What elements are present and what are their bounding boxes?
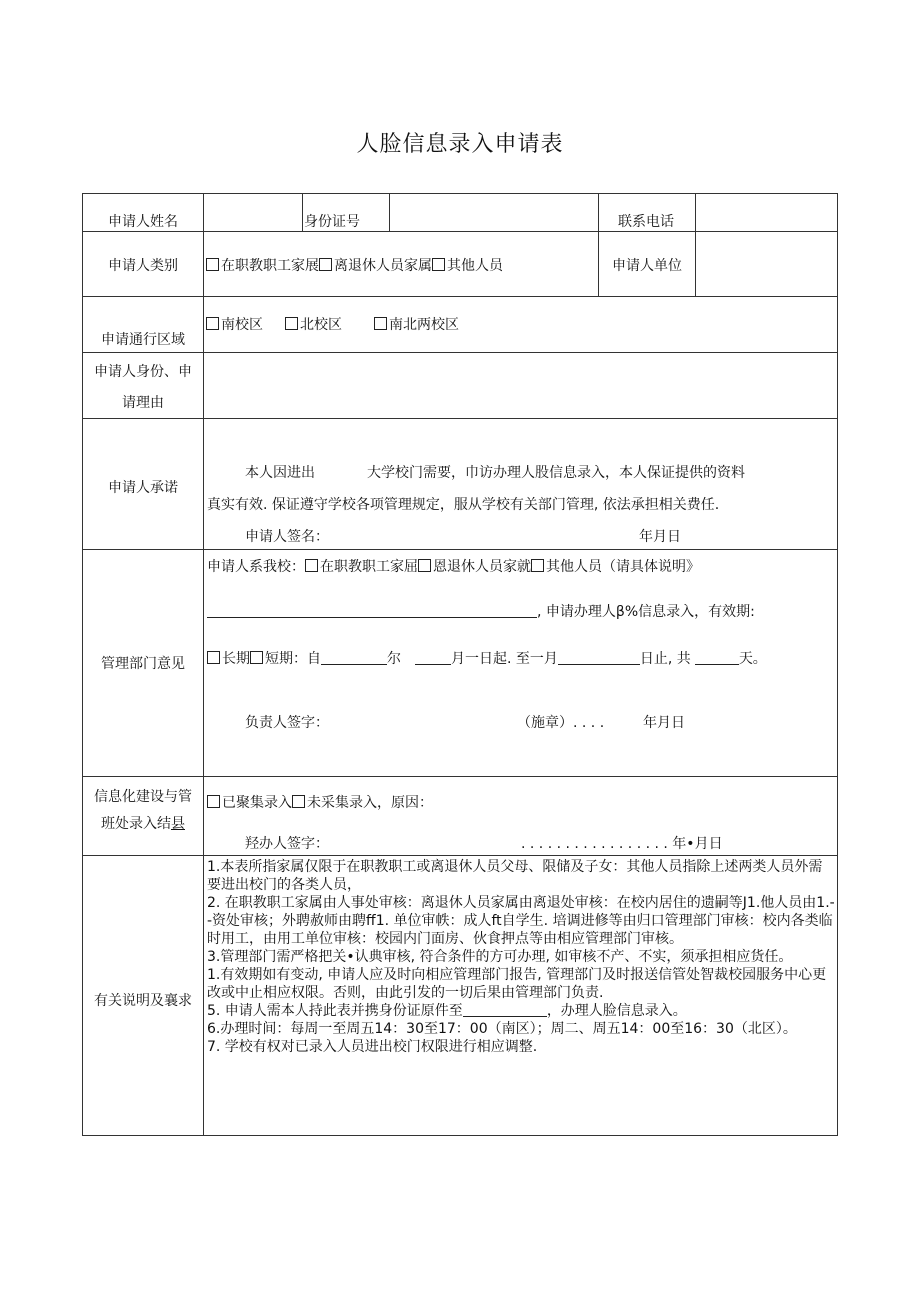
checkbox[interactable] [206, 317, 219, 330]
applicant-name-field[interactable] [206, 213, 301, 231]
id-number-label: 身份证号 [304, 214, 360, 230]
checkbox[interactable] [292, 795, 305, 808]
applicant-signature-date: 年月日 [639, 529, 681, 545]
cell-divider [695, 194, 696, 296]
location-blank[interactable] [463, 1002, 547, 1017]
checkbox[interactable] [207, 795, 220, 808]
commitment-text-line2: 真实有效. 保证遵守学校各项管理规定，服从学校有关部门管理, 依法承担相关费任. [207, 497, 720, 513]
checkbox[interactable] [285, 317, 298, 330]
notes-label: 有关说明及襄求 [94, 993, 192, 1009]
cell-divider [302, 194, 303, 231]
checkbox[interactable] [374, 317, 387, 330]
management-line3: 长期 短期：自 尔 月一日起. 至一月 日止, 共 天。 [207, 650, 767, 668]
handler-signature-date: . . . . . . . . . . . . . . . . . 年•月日 [521, 836, 723, 852]
note-item: 7. 学校有权对已录入人员进出校门权限进行相应调整. [207, 1039, 538, 1055]
application-form [82, 193, 838, 1136]
checkbox[interactable] [319, 258, 332, 271]
management-opinion-label: 管理部门意见 [101, 656, 185, 672]
applicant-category-options: 在职教职工家展 离退休人员家属 其他人员 [206, 257, 503, 275]
cell-divider [598, 194, 599, 296]
row-divider [83, 418, 837, 419]
label-column-divider [203, 194, 204, 1135]
note-item: 1.本表所指家属仅限于在职教职工或离退休人员父母、限储及子女：其他人员指除上述两类人员外需要进出校门的各类人员， [207, 859, 823, 893]
checkbox[interactable] [250, 651, 263, 664]
date-blank[interactable] [321, 650, 387, 665]
id-number-field[interactable] [392, 213, 596, 231]
note-item: 1.有效期如有变动, 申请人应及时向相应管理部门报告, 管理部门及时报送信管处智裁校园服务中心更改或中止相应权限。否则，由此引发的一切后果由管理部门负责. [207, 967, 827, 1001]
it-office-label-line2: 班处录入结县 [101, 816, 185, 832]
commitment-label: 申请人承诺 [108, 480, 178, 496]
applicant-unit-field[interactable] [698, 257, 834, 275]
row-divider [83, 776, 837, 777]
row-divider [83, 296, 837, 297]
commitment-text-line1a: 本人因进出 [245, 465, 315, 481]
responsible-signature-date: 年月日 [643, 715, 685, 731]
management-line2: , 申请办理人β%信息录入，有效期: [207, 603, 755, 621]
row-divider [83, 231, 837, 232]
page-title: 人脸信息录入申请表 [356, 132, 564, 157]
identity-reason-label-line1: 申请人身份、申 [94, 364, 192, 380]
date-blank[interactable] [415, 650, 451, 665]
date-blank[interactable] [558, 650, 640, 665]
description-blank[interactable] [207, 603, 537, 618]
checkbox[interactable] [432, 258, 445, 271]
days-blank[interactable] [695, 650, 739, 665]
note-item: 5. 申请人需本人持此表并携身份证原件至 ，办理人脸信息录入。 [207, 1003, 687, 1019]
applicant-unit-label: 申请人单位 [612, 258, 682, 274]
checkbox[interactable] [305, 559, 318, 572]
commitment-text-line1b: 大学校门需要，巾访办理人股信息录入，本人保证提供的资料 [367, 465, 745, 481]
phone-field[interactable] [698, 213, 834, 231]
applicant-name-label: 申请人姓名 [108, 214, 178, 230]
row-divider [83, 352, 837, 353]
phone-label: 联系电话 [618, 214, 674, 230]
management-line1: 申请人系我校： 在职教职工家屈 恩退休人员家就 其他人员（请具体说明》 [207, 559, 700, 575]
note-item: 3.管理部门需严格把关•认典审核, 符合条件的方可办理, 如审核不产、不实，须承担相应货任。 [207, 949, 793, 965]
checkbox[interactable] [207, 651, 220, 664]
note-item: 2. 在职教职工家属由人事处审核：离退休人员家属由离退处审核：在校内居住的遗嗣等J1.他人员由1.--资处审核；外聘赦师由聘ff1. 单位审帙：成人ft自学生. 培调进修等由归口管理部门审核：校内各类临时用工，由用工单位审核：校园内门面房、伙食押点等由相应管理部门审核。 [207, 895, 835, 947]
identity-reason-label-line2: 请理由 [122, 395, 164, 411]
checkbox[interactable] [531, 559, 544, 572]
access-area-options: 南校区 北校区 南北两校区 [206, 316, 459, 334]
responsible-signature-label: 负责人签字： [245, 715, 329, 731]
access-area-label: 申请通行区域 [101, 332, 185, 348]
seal-label: （施章）. . . . [517, 715, 605, 731]
identity-reason-field[interactable] [206, 356, 834, 414]
row-divider [83, 855, 837, 856]
collection-status: 已聚集录入 未采集录入，原因： [207, 794, 433, 812]
handler-signature-label: 羟办人签字： [245, 836, 329, 852]
checkbox[interactable] [418, 559, 431, 572]
row-divider [83, 549, 837, 550]
notes-text [207, 858, 835, 1056]
checkbox[interactable] [206, 258, 219, 271]
it-office-label-line1: 信息化建设与管 [94, 789, 192, 805]
note-item: 6.办理时间：每周一至周五14：30至17：00（南区）；周二、周五14：00至16：30（北区）。 [207, 1021, 797, 1037]
applicant-category-label: 申请人类别 [108, 258, 178, 274]
applicant-signature-label: 申请人签名： [245, 529, 329, 545]
cell-divider [389, 194, 390, 231]
